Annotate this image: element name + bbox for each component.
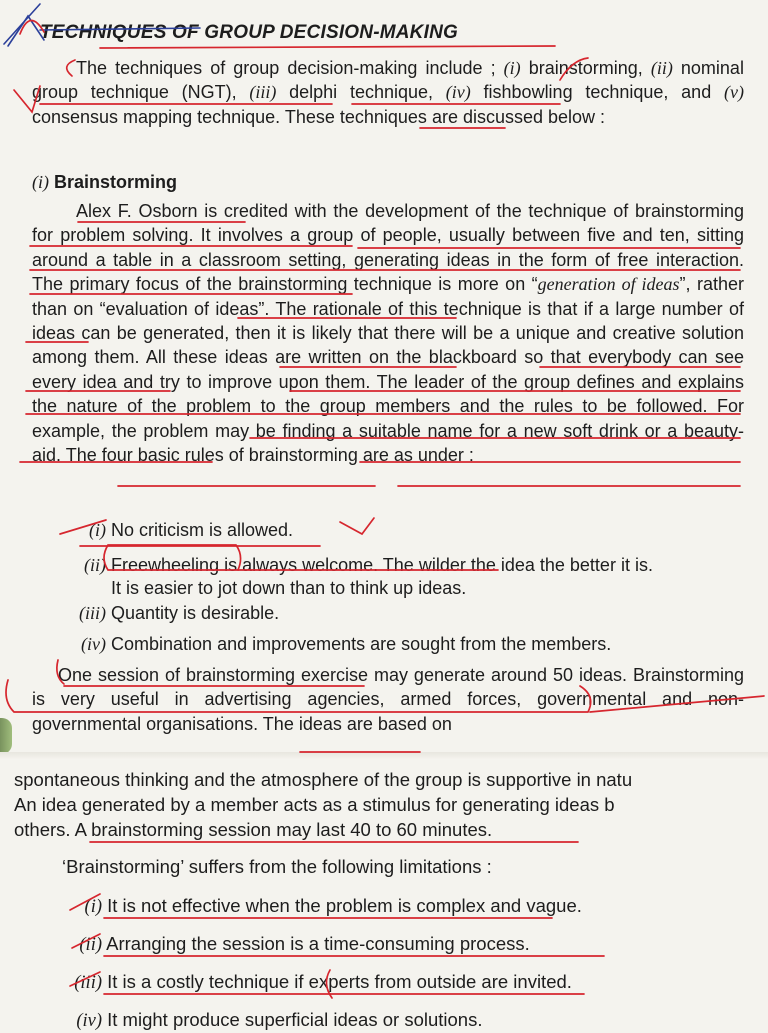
red-underline bbox=[100, 46, 555, 48]
intro-num-4: (iv) bbox=[445, 82, 471, 103]
intro-num-5: (v) bbox=[723, 82, 744, 103]
para2-text: One session of brainstorming exercise may generate around 50 ideas. Brainstorming is very useful in advertising agencies, armed forces, governmental and non-governmental organisations. The ideas are based on bbox=[32, 665, 744, 734]
limitation-number: (i) bbox=[84, 897, 102, 917]
rule-item bbox=[62, 632, 611, 656]
limitation-item bbox=[62, 970, 572, 995]
page-title: TECHNIQUES OF GROUP DECISION-MAKING bbox=[40, 22, 458, 43]
session-paragraph bbox=[32, 663, 744, 736]
rule-number: (iii) bbox=[79, 603, 106, 623]
section-heading bbox=[32, 172, 177, 193]
limitation-item bbox=[62, 932, 530, 957]
continued-line-2: An idea generated by a member acts as a stimulus for generating ideas b bbox=[14, 794, 615, 815]
para1-part-a: Alex F. Osborn is credited with the development of the technique of brainstorming for problem solving. It involves a group of people, usually between five and ten, sitting around a table in a classroom setting, generating ideas in the form of free interaction. The primary focus of the brainstorming technique is more on “ bbox=[32, 201, 744, 295]
blue-pen-stroke bbox=[8, 16, 44, 46]
limitation-text: It might produce superficial ideas or solutions. bbox=[107, 1009, 483, 1030]
rule-item-continued bbox=[62, 576, 466, 600]
intro-num-3: (iii) bbox=[249, 82, 277, 103]
limitation-item bbox=[62, 894, 582, 919]
limitation-number: (ii) bbox=[79, 935, 102, 955]
limitation-number: (iv) bbox=[76, 1011, 102, 1031]
limitation-text: Arranging the session is a time-consuming process. bbox=[106, 933, 530, 954]
rule-number: (i) bbox=[89, 520, 106, 540]
rule-number: (iv) bbox=[81, 634, 106, 654]
leaf-edge bbox=[0, 718, 12, 754]
intro-num-1: (i) bbox=[503, 58, 521, 78]
blue-pen-stroke bbox=[4, 4, 40, 44]
limitation-text: It is not effective when the problem is complex and vague. bbox=[107, 895, 582, 916]
rule-item bbox=[62, 518, 293, 542]
intro-lead: The techniques of group decision-making include ; bbox=[76, 58, 496, 78]
rule-text: Quantity is desirable. bbox=[111, 603, 280, 623]
limitation-text: It is a costly technique if experts from outside are invited. bbox=[107, 971, 572, 992]
section-title: Brainstorming bbox=[54, 172, 178, 192]
rule-text: No criticism is allowed. bbox=[111, 520, 294, 540]
rule-text: Combination and improvements are sought from the members. bbox=[111, 634, 612, 654]
section-number: (i) bbox=[32, 172, 49, 192]
intro-paragraph bbox=[32, 56, 744, 129]
rule-text: It is easier to jot down than to think up ideas. bbox=[111, 578, 467, 598]
rule-item bbox=[62, 553, 653, 577]
para1-emphasis: generation of ideas bbox=[537, 274, 680, 295]
page-crease bbox=[0, 752, 768, 760]
brainstorming-paragraph bbox=[32, 199, 744, 467]
rule-item bbox=[62, 601, 279, 625]
intro-item-2: nominal group technique (NGT), bbox=[32, 58, 744, 103]
rule-number: (ii) bbox=[84, 555, 106, 575]
rule-text: Freewheeling is always welcome. The wilder the idea the better it is. bbox=[111, 555, 653, 575]
intro-num-2: (ii) bbox=[650, 58, 673, 78]
intro-item-1: brainstorming, bbox=[528, 58, 643, 78]
intro-item-4: fishbowling technique, and bbox=[483, 82, 712, 103]
intro-item-3: delphi technique, bbox=[289, 82, 434, 103]
intro-item-5: consensus mapping technique. These techniques are discussed below : bbox=[32, 106, 606, 127]
limitation-number: (iii) bbox=[74, 973, 102, 993]
para1-part-b: ”, rather than on “evaluation of ideas”. The rationale of this technique is that if a large number of ideas can be generated, then it is likely that there will be a unique and creative solution among them. All these ideas are written on the blackboard so that everybody can see every idea and try to improve upon them. The leader of the group defines and explains the nature of the problem to the group members and the rules to be followed. For example, the problem may be finding a suitable name for a new soft drink or a beauty-aid. The four basic rules of brainstorming are as under : bbox=[32, 274, 744, 466]
limitation-item bbox=[62, 1008, 482, 1033]
red-pen-tick bbox=[340, 518, 374, 534]
continued-line-1: spontaneous thinking and the atmosphere of the group is supportive in natu bbox=[14, 769, 633, 790]
limitations-intro: ‘Brainstorming’ suffers from the following limitations : bbox=[62, 856, 492, 877]
continued-line-3: others. A brainstorming session may last 40 to 60 minutes. bbox=[14, 819, 493, 840]
